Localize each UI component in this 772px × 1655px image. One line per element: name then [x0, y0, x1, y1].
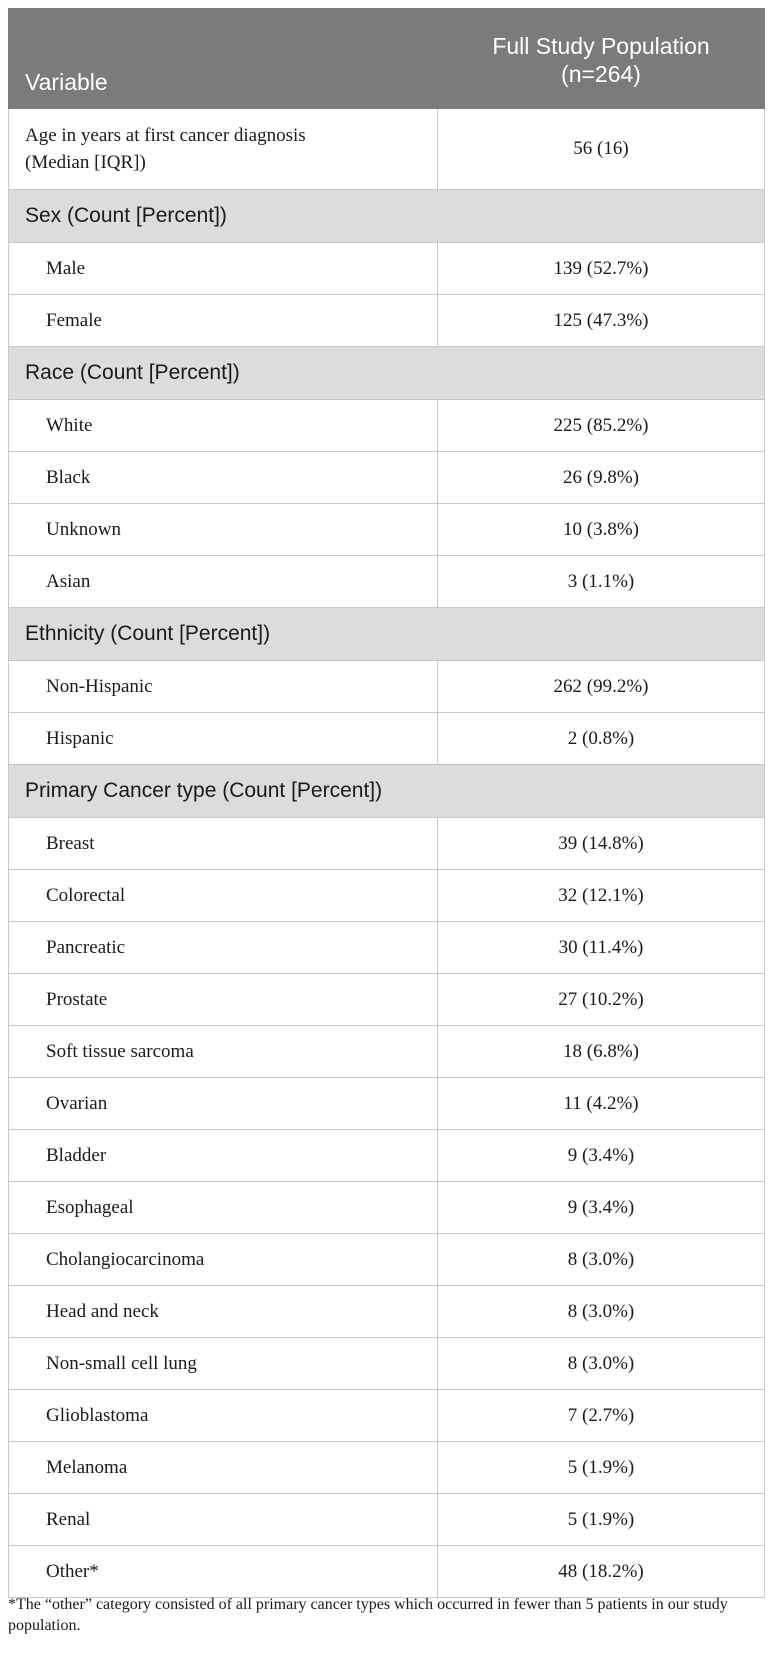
row-label: Black — [9, 452, 438, 504]
table-row — [9, 452, 765, 504]
row-value: 10 (3.8%) — [438, 504, 765, 556]
age-row-label — [9, 109, 438, 190]
row-label: Esophageal — [9, 1182, 438, 1234]
table-row — [9, 504, 765, 556]
table-header-row — [9, 9, 765, 109]
row-value: 8 (3.0%) — [438, 1286, 765, 1338]
row-value: 32 (12.1%) — [438, 870, 765, 922]
row-value: 26 (9.8%) — [438, 452, 765, 504]
row-value: 18 (6.8%) — [438, 1026, 765, 1078]
population-column-header — [438, 9, 765, 109]
row-label: Breast — [9, 818, 438, 870]
row-label: Soft tissue sarcoma — [9, 1026, 438, 1078]
row-value: 5 (1.9%) — [438, 1442, 765, 1494]
row-value: 5 (1.9%) — [438, 1494, 765, 1546]
row-label: Unknown — [9, 504, 438, 556]
demographics-table-container — [8, 8, 764, 1598]
table-row — [9, 922, 765, 974]
row-label: Female — [9, 295, 438, 347]
row-label: Hispanic — [9, 713, 438, 765]
table-row — [9, 1390, 765, 1442]
table-row — [9, 1442, 765, 1494]
population-header-line1: Full Study Population — [492, 32, 710, 59]
row-value: 48 (18.2%) — [438, 1546, 765, 1598]
table-footnote: *The “other” category consisted of all primary cancer types which occurred in fewer than 5 patients in our study population. — [8, 1596, 728, 1634]
table-row — [9, 661, 765, 713]
row-value: 7 (2.7%) — [438, 1390, 765, 1442]
table-row — [9, 1234, 765, 1286]
row-label: Colorectal — [9, 870, 438, 922]
row-value: 8 (3.0%) — [438, 1338, 765, 1390]
demographics-table — [8, 8, 765, 1598]
row-label: Asian — [9, 556, 438, 608]
row-value: 262 (99.2%) — [438, 661, 765, 713]
row-value: 2 (0.8%) — [438, 713, 765, 765]
row-value: 11 (4.2%) — [438, 1078, 765, 1130]
row-value: 125 (47.3%) — [438, 295, 765, 347]
row-label: White — [9, 400, 438, 452]
row-label: Non-Hispanic — [9, 661, 438, 713]
section-title: Sex (Count [Percent]) — [9, 190, 765, 243]
section-header-row — [9, 765, 765, 818]
table-row — [9, 713, 765, 765]
table-row — [9, 974, 765, 1026]
row-label: Bladder — [9, 1130, 438, 1182]
row-value: 9 (3.4%) — [438, 1182, 765, 1234]
row-label: Prostate — [9, 974, 438, 1026]
section-title: Ethnicity (Count [Percent]) — [9, 608, 765, 661]
row-label: Non-small cell lung — [9, 1338, 438, 1390]
table-row — [9, 1026, 765, 1078]
row-label: Head and neck — [9, 1286, 438, 1338]
row-value: 225 (85.2%) — [438, 400, 765, 452]
table-row — [9, 243, 765, 295]
row-value: 39 (14.8%) — [438, 818, 765, 870]
row-value: 3 (1.1%) — [438, 556, 765, 608]
row-label: Cholangiocarcinoma — [9, 1234, 438, 1286]
row-value: 139 (52.7%) — [438, 243, 765, 295]
table-row — [9, 295, 765, 347]
table-row — [9, 1338, 765, 1390]
variable-column-header: Variable — [9, 9, 438, 109]
row-value: 8 (3.0%) — [438, 1234, 765, 1286]
table-row — [9, 400, 765, 452]
row-value: 27 (10.2%) — [438, 974, 765, 1026]
table-row — [9, 818, 765, 870]
age-label-line2: (Median [IQR]) — [25, 152, 146, 173]
table-body — [9, 109, 765, 1598]
row-label: Pancreatic — [9, 922, 438, 974]
table-row — [9, 870, 765, 922]
row-label: Renal — [9, 1494, 438, 1546]
table-row — [9, 556, 765, 608]
age-row — [9, 109, 765, 190]
age-row-value: 56 (16) — [438, 109, 765, 190]
table-row — [9, 1546, 765, 1598]
section-header-row — [9, 190, 765, 243]
row-label: Male — [9, 243, 438, 295]
table-row — [9, 1286, 765, 1338]
section-title: Race (Count [Percent]) — [9, 347, 765, 400]
row-label: Glioblastoma — [9, 1390, 438, 1442]
row-label: Melanoma — [9, 1442, 438, 1494]
population-header-line2: (n=264) — [561, 60, 641, 87]
age-label-line1: Age in years at first cancer diagnosis — [25, 125, 306, 146]
table-row — [9, 1494, 765, 1546]
table-row — [9, 1078, 765, 1130]
row-label: Ovarian — [9, 1078, 438, 1130]
section-title: Primary Cancer type (Count [Percent]) — [9, 765, 765, 818]
table-row — [9, 1182, 765, 1234]
row-value: 30 (11.4%) — [438, 922, 765, 974]
section-header-row — [9, 608, 765, 661]
row-value: 9 (3.4%) — [438, 1130, 765, 1182]
section-header-row — [9, 347, 765, 400]
table-row — [9, 1130, 765, 1182]
row-label: Other* — [9, 1546, 438, 1598]
